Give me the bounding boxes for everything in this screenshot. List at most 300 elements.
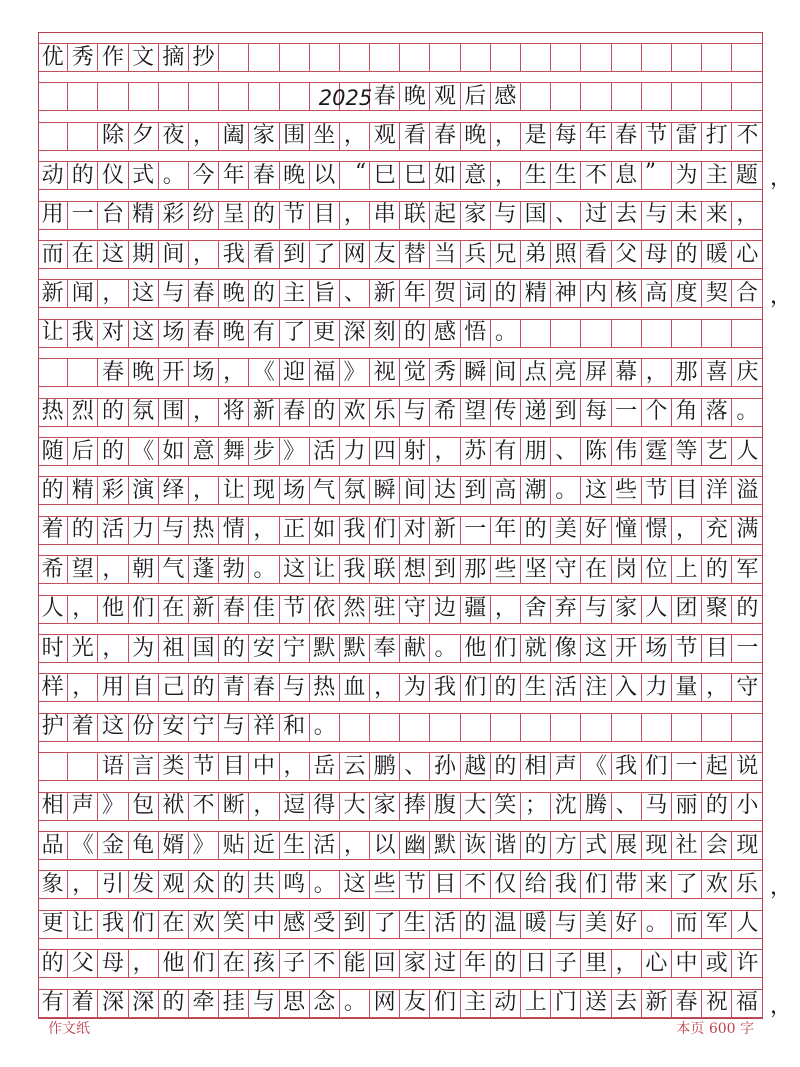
- grid-cell-empty: [430, 714, 460, 741]
- grid-cell: 春: [98, 359, 128, 386]
- grid-cell: 氛: [340, 477, 370, 504]
- grid-cell: 欢: [340, 399, 370, 426]
- grid-cell-empty: [38, 359, 68, 386]
- text-row: [38, 358, 763, 387]
- grid-cell: 不: [310, 950, 340, 977]
- text-row: [38, 516, 763, 545]
- grid-cell: 。: [310, 714, 340, 741]
- grid-cell: 就: [521, 635, 551, 662]
- margin-overflow-punctuation: ，: [770, 166, 793, 192]
- grid-cell: 起: [430, 202, 460, 229]
- grid-cell-empty: [521, 320, 551, 347]
- grid-cell: 大: [461, 793, 491, 820]
- grid-cell: 福: [310, 359, 340, 386]
- grid-cell: 朝: [129, 556, 159, 583]
- grid-cell: 不: [189, 793, 219, 820]
- grid-cell: 现: [736, 832, 759, 858]
- grid-cell: 四: [370, 438, 400, 465]
- grid-cell: 现: [642, 832, 672, 859]
- grid-cell: 蓬: [189, 556, 219, 583]
- grid-cell: 弟: [521, 241, 551, 268]
- grid-cell-empty: [521, 44, 551, 71]
- grid-cell: 仅: [491, 871, 521, 898]
- grid-cell: 场: [642, 635, 672, 662]
- grid-cell: 瞬: [461, 359, 491, 386]
- grid-cell: 后: [461, 83, 491, 110]
- grid-cell: 演: [129, 477, 159, 504]
- grid-cell-empty: [310, 44, 340, 71]
- grid-cell: 团: [672, 596, 702, 623]
- grid-cell: 主: [280, 280, 310, 307]
- grid-cell: 的: [159, 990, 189, 1017]
- grid-cell: 春: [219, 596, 249, 623]
- grid-cell: 围: [280, 123, 310, 150]
- margin-overflow-punctuation: ，: [770, 284, 793, 310]
- grid-cell: 看: [581, 241, 611, 268]
- grid-cell: “: [340, 162, 370, 189]
- grid-cell: 一: [736, 635, 759, 661]
- grid-cell: 优: [38, 44, 68, 71]
- grid-cell: 每: [581, 399, 611, 426]
- grid-cell: 了: [310, 241, 340, 268]
- grid-cell: 节: [642, 477, 672, 504]
- essay-title-row: [38, 82, 763, 111]
- grid-cell: ，: [98, 635, 128, 662]
- grid-cell: 节: [280, 202, 310, 229]
- grid-cell: 众: [189, 871, 219, 898]
- grid-cell: 温: [491, 911, 521, 938]
- grid-cell: 主: [461, 990, 491, 1017]
- text-row: [38, 752, 763, 781]
- grid-cell: 点: [521, 359, 551, 386]
- grid-cell: 当: [430, 241, 460, 268]
- paper-type-label: 作文纸: [48, 1021, 90, 1037]
- grid-cell: 血: [340, 674, 370, 701]
- grid-cell: 晚: [219, 280, 249, 307]
- grid-cell: 子: [280, 950, 310, 977]
- grid-cell: 而: [672, 911, 702, 938]
- grid-cell: 等: [672, 438, 702, 465]
- grid-cell: 《: [581, 753, 611, 780]
- grid-cell: 间: [400, 477, 430, 504]
- grid-cell: 父: [612, 241, 642, 268]
- grid-cell: ”: [642, 162, 672, 189]
- grid-cell: 共: [249, 871, 279, 898]
- grid-cell: 年: [219, 162, 249, 189]
- grid-cell: 动: [38, 162, 68, 189]
- text-row: [38, 910, 763, 939]
- grid-cell: 与: [249, 990, 279, 1017]
- grid-cell: 感: [430, 320, 460, 347]
- grid-cell: 的: [249, 280, 279, 307]
- grid-cell: 乐: [732, 871, 762, 898]
- grid-cell-empty: [491, 714, 521, 741]
- grid-cell: 新: [430, 517, 460, 544]
- grid-cell: 节: [672, 635, 702, 662]
- grid-cell: 上: [672, 556, 702, 583]
- grid-cell-empty: [38, 83, 68, 110]
- grid-cell: 《: [249, 359, 279, 386]
- grid-cell: 摘: [159, 44, 189, 71]
- grid-cell: 人: [38, 596, 68, 623]
- grid-cell: 合: [732, 280, 762, 307]
- grid-cell: 充: [702, 517, 732, 544]
- grid-cell: 暖: [702, 241, 732, 268]
- grid-cell: 注: [581, 674, 611, 701]
- grid-cell: 将: [219, 399, 249, 426]
- grid-cell: 一: [672, 753, 702, 780]
- grid-cell: 和: [280, 714, 310, 741]
- grid-cell: 思: [280, 990, 310, 1017]
- grid-cell: 们: [430, 990, 460, 1017]
- grid-cell: 中: [249, 753, 279, 780]
- grid-cell-empty: [219, 44, 249, 71]
- grid-cell: 溢: [736, 477, 759, 503]
- grid-cell: 随: [38, 438, 68, 465]
- grid-cell: 为: [672, 162, 702, 189]
- grid-cell: 巳: [370, 162, 400, 189]
- grid-cell: 视: [370, 359, 400, 386]
- grid-cell: 上: [521, 990, 551, 1017]
- grid-cell: 感: [491, 83, 521, 110]
- grid-cell-empty: [642, 44, 672, 71]
- grid-cell: 亮: [551, 359, 581, 386]
- grid-cell: 幽: [400, 832, 430, 859]
- grid-cell: 间: [159, 241, 189, 268]
- grid-cell: 们: [129, 596, 159, 623]
- grid-cell-empty: [642, 320, 672, 347]
- grid-cell: 腹: [430, 793, 460, 820]
- grid-cell: 场: [159, 320, 189, 347]
- margin-overflow-punctuation: ，: [770, 875, 793, 901]
- grid-cell: 期: [129, 241, 159, 268]
- grid-cell: 希: [38, 556, 68, 583]
- grid-cell: 传: [491, 399, 521, 426]
- grid-cell: 热: [189, 517, 219, 544]
- grid-cell: 我: [612, 753, 642, 780]
- grid-cell: 息: [612, 162, 642, 189]
- grid-cell: 得: [310, 793, 340, 820]
- grid-cell: 祖: [159, 635, 189, 662]
- grid-cell: 了: [280, 320, 310, 347]
- grid-cell: 这: [129, 320, 159, 347]
- grid-cell: 与: [219, 714, 249, 741]
- grid-cell: 到: [280, 241, 310, 268]
- grid-cell: 念: [310, 990, 340, 1017]
- grid-cell: 。: [491, 320, 521, 347]
- grid-cell-empty: [249, 83, 279, 110]
- grid-cell: 想: [400, 556, 430, 583]
- grid-cell: 兵: [461, 241, 491, 268]
- grid-cell: 落: [702, 399, 732, 426]
- grid-cell: 春: [189, 280, 219, 307]
- grid-cell: 场: [280, 477, 310, 504]
- grid-cell: 台: [98, 202, 128, 229]
- grid-cell: 望: [68, 556, 98, 583]
- grid-cell: 兄: [491, 241, 521, 268]
- grid-cell: 一: [612, 399, 642, 426]
- grid-cell: 岳: [310, 753, 340, 780]
- grid-cell: 庆: [736, 359, 759, 385]
- grid-cell: 宁: [280, 635, 310, 662]
- grid-cell: 式: [129, 162, 159, 189]
- grid-cell: 、: [400, 753, 430, 780]
- grid-cell: 弃: [551, 596, 581, 623]
- grid-cell-empty: [612, 44, 642, 71]
- grid-cell: 像: [551, 635, 581, 662]
- grid-cell: 言: [129, 753, 159, 780]
- grid-cell: ，: [249, 793, 279, 820]
- grid-cell: 。: [551, 477, 581, 504]
- grid-cell: 象: [38, 871, 68, 898]
- grid-cell: 人: [736, 911, 759, 937]
- grid-cell: 守: [736, 674, 759, 700]
- grid-cell: 位: [642, 556, 672, 583]
- text-row: [38, 437, 763, 466]
- grid-cell: 送: [581, 990, 611, 1017]
- grid-cell: 默: [310, 635, 340, 662]
- grid-cell: ，: [370, 674, 400, 701]
- grid-cell: 牵: [189, 990, 219, 1017]
- grid-cell: 能: [340, 950, 370, 977]
- grid-cell: 巳: [400, 162, 430, 189]
- grid-cell: 我: [219, 241, 249, 268]
- grid-cell: 贺: [430, 280, 460, 307]
- grid-cell: ，: [219, 359, 249, 386]
- grid-cell: 安: [159, 714, 189, 741]
- grid-cell: 新: [249, 399, 279, 426]
- grid-cell: ，: [612, 950, 642, 977]
- grid-cell: 母: [642, 241, 672, 268]
- grid-cell: 祥: [249, 714, 279, 741]
- grid-cell: 安: [249, 635, 279, 662]
- grid-cell: 意: [189, 438, 219, 465]
- grid-cell-empty: [400, 44, 430, 71]
- grid-cell: 主: [702, 162, 732, 189]
- grid-cell: 观: [370, 123, 400, 150]
- grid-cell: ，: [249, 517, 279, 544]
- grid-cell: 深: [129, 990, 159, 1017]
- text-row: [38, 122, 763, 151]
- grid-cell: 好: [581, 517, 611, 544]
- grid-cell: 如: [430, 162, 460, 189]
- grid-cell: ，: [68, 674, 98, 701]
- grid-cell: 深: [98, 990, 128, 1017]
- grid-cell: 秀: [430, 359, 460, 386]
- grid-cell: 受: [310, 911, 340, 938]
- grid-cell: ，: [280, 753, 310, 780]
- grid-cell: 与: [159, 517, 189, 544]
- grid-cell: 的: [702, 793, 732, 820]
- grid-cell: 生: [280, 832, 310, 859]
- grid-cell: 。: [159, 162, 189, 189]
- grid-cell: 小: [736, 793, 759, 819]
- grid-cell: 观: [430, 83, 460, 110]
- grid-cell: 我: [551, 871, 581, 898]
- grid-cell: 网: [370, 990, 400, 1017]
- grid-cell: ，: [642, 359, 672, 386]
- grid-cell: 呈: [219, 202, 249, 229]
- grid-cell-empty: [672, 320, 702, 347]
- grid-cell: 了: [672, 871, 702, 898]
- grid-cell: 瞬: [370, 477, 400, 504]
- grid-cell: 》: [189, 832, 219, 859]
- grid-cell: 那: [461, 556, 491, 583]
- grid-cell: 马: [642, 793, 672, 820]
- grid-cell: 、: [340, 280, 370, 307]
- grid-cell-empty: [702, 44, 732, 71]
- grid-cell: 目: [702, 635, 732, 662]
- grid-cell: 的: [521, 832, 551, 859]
- grid-cell: 艺: [702, 438, 732, 465]
- page-word-count: 本页 600 字: [676, 1021, 754, 1037]
- grid-cell: 霆: [642, 438, 672, 465]
- grid-cell: 打: [702, 123, 732, 150]
- grid-cell: 中: [249, 911, 279, 938]
- grid-cell: 自: [129, 674, 159, 701]
- grid-cell: 高: [642, 280, 672, 307]
- grid-cell: 为: [129, 635, 159, 662]
- grid-cell: 我: [340, 517, 370, 544]
- grid-cell: 佳: [249, 596, 279, 623]
- grid-cell: 在: [159, 911, 189, 938]
- grid-cell: 晚: [129, 359, 159, 386]
- grid-cell: 袱: [159, 793, 189, 820]
- grid-cell: 。: [736, 399, 759, 425]
- grid-cell: 生: [551, 162, 581, 189]
- grid-cell: 越: [461, 753, 491, 780]
- text-row: [38, 201, 763, 230]
- grid-cell: 生: [400, 911, 430, 938]
- grid-cell: 目: [672, 477, 702, 504]
- grid-cell: 这: [581, 477, 611, 504]
- grid-cell: 的: [491, 950, 521, 977]
- grid-cell: 观: [159, 871, 189, 898]
- grid-cell: 活: [98, 517, 128, 544]
- grid-cell: ，: [340, 832, 370, 859]
- grid-cell: 对: [400, 517, 430, 544]
- grid-cell: 憬: [642, 517, 672, 544]
- grid-cell: 的: [736, 596, 759, 622]
- grid-cell-empty: [461, 44, 491, 71]
- text-row: [38, 240, 763, 269]
- grid-cell: 不: [736, 123, 759, 149]
- grid-cell: 他: [98, 596, 128, 623]
- grid-cell-empty: [702, 83, 732, 110]
- grid-cell: 们: [189, 950, 219, 977]
- grid-cell: 这: [98, 714, 128, 741]
- grid-cell: 的: [219, 871, 249, 898]
- grid-cell-empty: [732, 83, 762, 110]
- grid-cell: 春: [612, 123, 642, 150]
- text-row: [38, 476, 763, 505]
- grid-cell: 近: [249, 832, 279, 859]
- grid-cell: 起: [702, 753, 732, 780]
- grid-cell: ，: [702, 674, 732, 701]
- grid-cell: ，: [340, 202, 370, 229]
- grid-cell: 的: [521, 517, 551, 544]
- grid-cell-empty: [551, 714, 581, 741]
- grid-cell: 围: [159, 399, 189, 426]
- grid-cell: 步: [249, 438, 279, 465]
- grid-cell: 伟: [612, 438, 642, 465]
- grid-cell: 的: [491, 674, 521, 701]
- grid-cell: 力: [642, 674, 672, 701]
- grid-cell: 们: [461, 674, 491, 701]
- grid-cell: 深: [340, 320, 370, 347]
- grid-cell: 正: [280, 517, 310, 544]
- grid-cell: 的: [219, 635, 249, 662]
- grid-cell: 照: [551, 241, 581, 268]
- grid-cell: 活: [310, 832, 340, 859]
- grid-cell: 些: [612, 477, 642, 504]
- grid-cell: 春: [249, 674, 279, 701]
- grid-cell: 生: [521, 674, 551, 701]
- grid-cell: 用: [98, 674, 128, 701]
- grid-cell: 诙: [461, 832, 491, 859]
- grid-cell: 的: [310, 399, 340, 426]
- grid-cell: 如: [310, 517, 340, 544]
- grid-cell: 未: [672, 202, 702, 229]
- grid-cell: 目: [430, 871, 460, 898]
- grid-cell-empty: [581, 714, 611, 741]
- grid-cell: 目: [219, 753, 249, 780]
- grid-cell: 些: [491, 556, 521, 583]
- grid-cell: 我: [340, 556, 370, 583]
- grid-cell: ，: [129, 950, 159, 977]
- grid-cell: 核: [612, 280, 642, 307]
- grid-cell-empty: [340, 44, 370, 71]
- grid-cell: 云: [340, 753, 370, 780]
- grid-cell: 更: [310, 320, 340, 347]
- grid-cell: 人: [736, 438, 759, 464]
- grid-cell: 舍: [521, 596, 551, 623]
- grid-cell: 了: [370, 911, 400, 938]
- grid-cell: 精: [521, 280, 551, 307]
- grid-cell: 的: [249, 202, 279, 229]
- grid-cell: 军: [702, 911, 732, 938]
- text-row: [38, 398, 763, 427]
- grid-cell: 的: [491, 280, 521, 307]
- grid-cell: ，: [491, 162, 521, 189]
- grid-cell: 与: [642, 202, 672, 229]
- grid-cell: 父: [68, 950, 98, 977]
- grid-cell: 我: [98, 911, 128, 938]
- grid-cell: 默: [430, 832, 460, 859]
- grid-cell: 美: [581, 911, 611, 938]
- grid-cell: 许: [736, 950, 759, 976]
- grid-cell: 心: [736, 241, 759, 267]
- grid-cell: 舞: [219, 438, 249, 465]
- grid-cell: 。: [340, 990, 370, 1017]
- grid-cell: 里: [581, 950, 611, 977]
- grid-cell: 对: [98, 320, 128, 347]
- grid-cell: 包: [129, 793, 159, 820]
- grid-cell: 有: [491, 438, 521, 465]
- grid-cell: ，: [189, 241, 219, 268]
- grid-cell: 语: [98, 753, 128, 780]
- grid-cell-empty: [612, 714, 642, 741]
- text-row: [38, 595, 763, 624]
- grid-cell-empty: [581, 44, 611, 71]
- grid-cell: ，: [736, 202, 759, 228]
- grid-cell: 让: [219, 477, 249, 504]
- grid-cell: 望: [461, 399, 491, 426]
- grid-cell: 量: [672, 674, 702, 701]
- grid-cell: 人: [642, 596, 672, 623]
- grid-cell: 让: [310, 556, 340, 583]
- grid-cell: 今: [189, 162, 219, 189]
